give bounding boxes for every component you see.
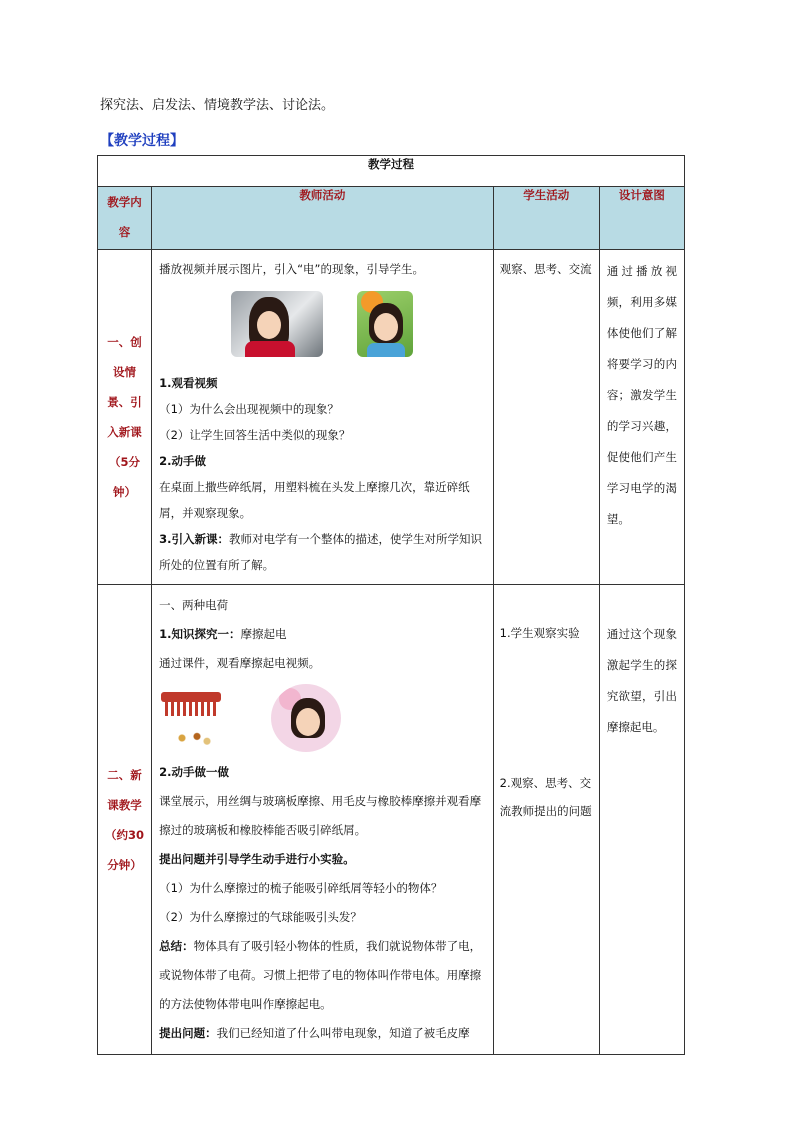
- design-intent-intro: 通过播放视频，利用多媒体使他们了解将要学习的内容；激发学生的学习兴趣，促使他们产生学习电学的渴望。: [599, 250, 684, 585]
- table-row: [98, 585, 685, 1055]
- teacher-line: 课堂展示，用丝绸与玻璃板摩擦、用毛皮与橡胶棒摩擦并观看摩擦过的玻璃板和橡胶棒能否吸引碎纸屑。: [159, 794, 482, 837]
- image-row: [159, 284, 486, 364]
- teacher-heading: 提出问题并引导学生动手进行小实验。: [159, 852, 355, 866]
- teacher-line: （2）为什么摩擦过的气球能吸引头发？: [159, 910, 362, 924]
- teacher-heading: 1.知识探究一：: [159, 627, 241, 641]
- student-line: 2.观察、思考、交流教师提出的问题: [499, 776, 592, 818]
- teacher-heading: 总结：: [159, 939, 194, 953]
- teacher-activity-intro: [152, 250, 494, 585]
- teacher-line: 一、两种电荷: [159, 598, 229, 612]
- teacher-activity-new-lesson: [152, 585, 494, 1055]
- table-title: 教学过程: [98, 156, 685, 187]
- student-activity-intro: 观察、思考、交流: [493, 250, 599, 585]
- header-student: 学生活动: [493, 187, 599, 250]
- student-activity-new-lesson: [493, 585, 599, 1055]
- comb-paper-photo: [159, 686, 223, 750]
- teacher-line: 教师对电学有一个整体的描述，使学生对所学知识所处的位置有所了解。: [159, 532, 482, 572]
- header-intent: 设计意图: [599, 187, 684, 250]
- teacher-heading: 3.引入新课：: [159, 532, 229, 546]
- stage-label-new-lesson: 二、新课教学（约30分钟）: [98, 585, 152, 1055]
- teacher-line: 播放视频并展示图片，引入“电”的现象，引导学生。: [159, 262, 424, 276]
- teacher-heading: 1.观看视频: [159, 376, 218, 390]
- girl-balloon-hair-photo: [271, 684, 341, 752]
- teacher-heading: 2.动手做一做: [159, 765, 229, 779]
- teacher-line: 物体具有了吸引轻小物体的性质，我们就说物体带了电，或说物体带了电荷。习惯上把带了电的物体叫作带电体。用摩擦的方法使物体带电叫作摩擦起电。: [159, 939, 482, 1011]
- stage-label-intro: 一、创设情景、引入新课（5分钟）: [98, 250, 152, 585]
- image-row: [159, 682, 486, 754]
- teacher-line: 通过课件，观看摩擦起电视频。: [159, 656, 321, 670]
- girl-static-hair-photo: [231, 291, 323, 357]
- teacher-line: 摩擦起电: [240, 627, 287, 641]
- teacher-heading: 2.动手做: [159, 454, 206, 468]
- teacher-line: （2）让学生回答生活中类似的现象？: [159, 428, 351, 442]
- header-teacher: 教师活动: [152, 187, 494, 250]
- intro-text: 探究法、启发法、情境教学法、讨论法。: [100, 98, 335, 113]
- header-content: 教学内容: [98, 187, 152, 250]
- teacher-line: 我们已经知道了什么叫带电现象，知道了被毛皮摩: [216, 1026, 470, 1040]
- girl-balloon-photo: [357, 291, 413, 357]
- section-heading: 【教学过程】: [100, 133, 184, 149]
- teacher-heading: 提出问题：: [159, 1026, 217, 1040]
- student-line: 1.学生观察实验: [499, 626, 580, 640]
- table-row: [98, 250, 685, 585]
- lesson-process-table: [97, 155, 685, 1055]
- design-intent-new-lesson: [599, 585, 684, 1055]
- teacher-line: 在桌面上撒些碎纸屑，用塑料梳在头发上摩擦几次，靠近碎纸屑，并观察现象。: [159, 480, 470, 520]
- teacher-line: （1）为什么会出现视频中的现象？: [159, 402, 339, 416]
- intent-text: 通过这个现象激起学生的探究欲望，引出摩擦起电。: [606, 627, 677, 734]
- teacher-line: （1）为什么摩擦过的梳子能吸引碎纸屑等轻小的物体？: [159, 881, 443, 895]
